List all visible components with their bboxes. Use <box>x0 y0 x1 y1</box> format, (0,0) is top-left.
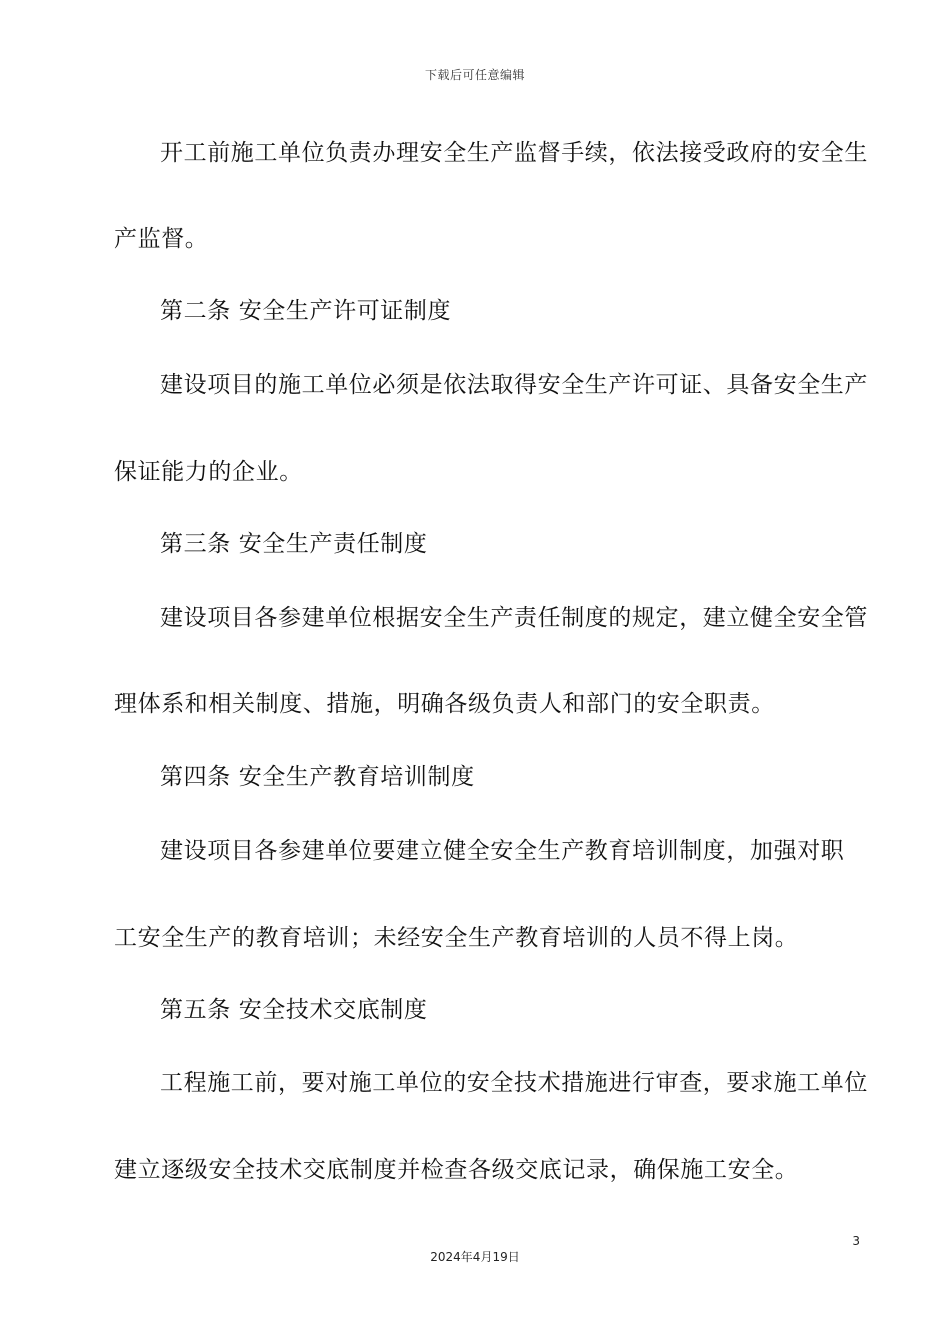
paragraph-line: 产监督。 <box>114 226 209 252</box>
paragraph-line: 保证能力的企业。 <box>114 459 303 485</box>
paragraph-line: 建立逐级安全技术交底制度并检查各级交底记录，确保施工安全。 <box>114 1157 799 1183</box>
article-heading: 第三条 安全生产责任制度 <box>160 531 428 557</box>
footer-date: 2024年4月19日 <box>430 1250 520 1264</box>
article-heading: 第五条 安全技术交底制度 <box>160 997 428 1023</box>
page-number: 3 <box>852 1234 860 1248</box>
article-heading: 第二条 安全生产许可证制度 <box>160 298 452 324</box>
paragraph-line: 工程施工前，要对施工单位的安全技术措施进行审查，要求施工单位 <box>160 1070 868 1096</box>
paragraph-line: 建设项目各参建单位根据安全生产责任制度的规定，建立健全安全管 <box>160 605 868 631</box>
header-note: 下载后可任意编辑 <box>424 68 525 82</box>
paragraph-line: 开工前施工单位负责办理安全生产监督手续，依法接受政府的安全生 <box>160 140 868 166</box>
article-heading: 第四条 安全生产教育培训制度 <box>160 764 475 790</box>
paragraph-line: 理体系和相关制度、措施，明确各级负责人和部门的安全职责。 <box>114 691 775 717</box>
paragraph-line: 建设项目的施工单位必须是依法取得安全生产许可证、具备安全生产 <box>160 372 868 398</box>
paragraph-line: 建设项目各参建单位要建立健全安全生产教育培训制度，加强对职 <box>160 838 845 864</box>
paragraph-line: 工安全生产的教育培训；未经安全生产教育培训的人员不得上岗。 <box>114 925 799 951</box>
